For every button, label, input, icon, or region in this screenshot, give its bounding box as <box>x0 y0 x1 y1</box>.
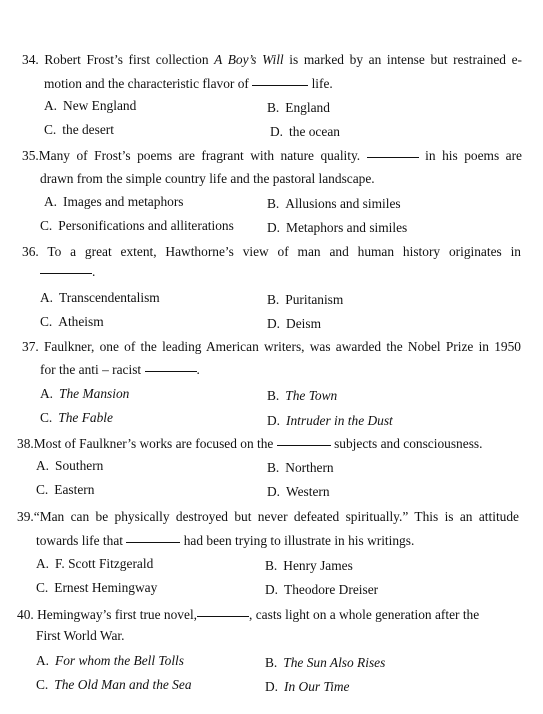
question-number: 38. <box>17 436 34 451</box>
question-39-line-1: 39.“Man can be physically destroyed but never defeated spiritually.” This is an attitude <box>17 509 519 524</box>
question-34-line-2: motion and the characteristic flavor of life. <box>44 76 333 91</box>
question-number: 37. <box>22 339 39 354</box>
question-34-line-1: 34. Robert Frost’s first collection A Boy’s Will is marked by an intense but restrained e- <box>22 52 522 67</box>
option-35-a[interactable]: A. Images and metaphors <box>44 194 184 209</box>
question-number: 34. <box>22 52 39 67</box>
option-38-c[interactable]: C. Eastern <box>36 482 95 497</box>
answer-blank <box>126 541 180 543</box>
option-39-d[interactable]: D. Theodore Dreiser <box>265 582 379 597</box>
question-40-line-1: 40. Hemingway’s first true novel, , casts light on a whole generation after the <box>17 607 480 622</box>
option-36-d[interactable]: D. Deism <box>267 316 321 331</box>
option-37-b[interactable]: B. The Town <box>267 388 338 403</box>
option-35-c[interactable]: C. Personifications and alliterations <box>40 218 234 233</box>
answer-blank <box>145 370 197 372</box>
answer-blank <box>252 84 308 86</box>
option-37-c[interactable]: C. The Fable <box>40 410 113 425</box>
question-37-line-1: 37. Faulkner, one of the leading American writers, was awarded the Nobel Prize in 1950 <box>22 339 521 354</box>
option-36-b[interactable]: B. Puritanism <box>267 292 344 307</box>
question-36-line-1: 36. To a great extent, Hawthorne’s view of man and human history originates in <box>22 244 521 259</box>
answer-blank <box>367 156 419 158</box>
question-number: 36. <box>22 244 39 259</box>
question-40-line-2: First World War. <box>36 628 125 643</box>
option-34-c[interactable]: C. the desert <box>44 122 114 137</box>
option-38-d[interactable]: D. Western <box>267 484 330 499</box>
option-36-a[interactable]: A. Transcendentalism <box>40 290 160 305</box>
option-39-c[interactable]: C. Ernest Hemingway <box>36 580 158 595</box>
option-34-a[interactable]: A. New England <box>44 98 137 113</box>
option-37-d[interactable]: D. Intruder in the Dust <box>267 413 393 428</box>
option-34-d[interactable]: D. the ocean <box>270 124 340 139</box>
option-34-b[interactable]: B. England <box>267 100 330 115</box>
question-number: 40. <box>17 607 34 622</box>
option-36-c[interactable]: C. Atheism <box>40 314 104 329</box>
question-38-line-1: 38.Most of Faulkner’s works are focused on the subjects and consciousness. <box>17 436 483 451</box>
book-title: A Boy’s Will <box>214 52 284 67</box>
answer-blank <box>277 444 331 446</box>
question-35-line-1: 35.Many of Frost’s poems are fragrant with nature quality. in his poems are <box>22 148 522 163</box>
option-40-a[interactable]: A. For whom the Bell Tolls <box>36 653 184 668</box>
question-number: 35. <box>22 148 39 163</box>
option-39-b[interactable]: B. Henry James <box>265 558 353 573</box>
question-35-line-2: drawn from the simple country life and the pastoral landscape. <box>40 171 375 186</box>
question-39-line-2: towards life that had been trying to illustrate in his writings. <box>36 533 415 548</box>
option-40-c[interactable]: C. The Old Man and the Sea <box>36 677 192 692</box>
option-35-d[interactable]: D. Metaphors and similes <box>267 220 408 235</box>
question-36-line-2: . <box>40 264 95 280</box>
question-number: 39. <box>17 509 34 524</box>
answer-blank <box>40 272 92 274</box>
answer-blank <box>197 615 249 617</box>
option-35-b[interactable]: B. Allusions and similes <box>267 196 401 211</box>
option-38-b[interactable]: B. Northern <box>267 460 334 475</box>
option-40-b[interactable]: B. The Sun Also Rises <box>265 655 386 670</box>
option-37-a[interactable]: A. The Mansion <box>40 386 130 401</box>
option-39-a[interactable]: A. F. Scott Fitzgerald <box>36 556 154 571</box>
question-37-line-2: for the anti – racist . <box>40 362 200 377</box>
option-38-a[interactable]: A. Southern <box>36 458 104 473</box>
option-40-d[interactable]: D. In Our Time <box>265 679 350 694</box>
